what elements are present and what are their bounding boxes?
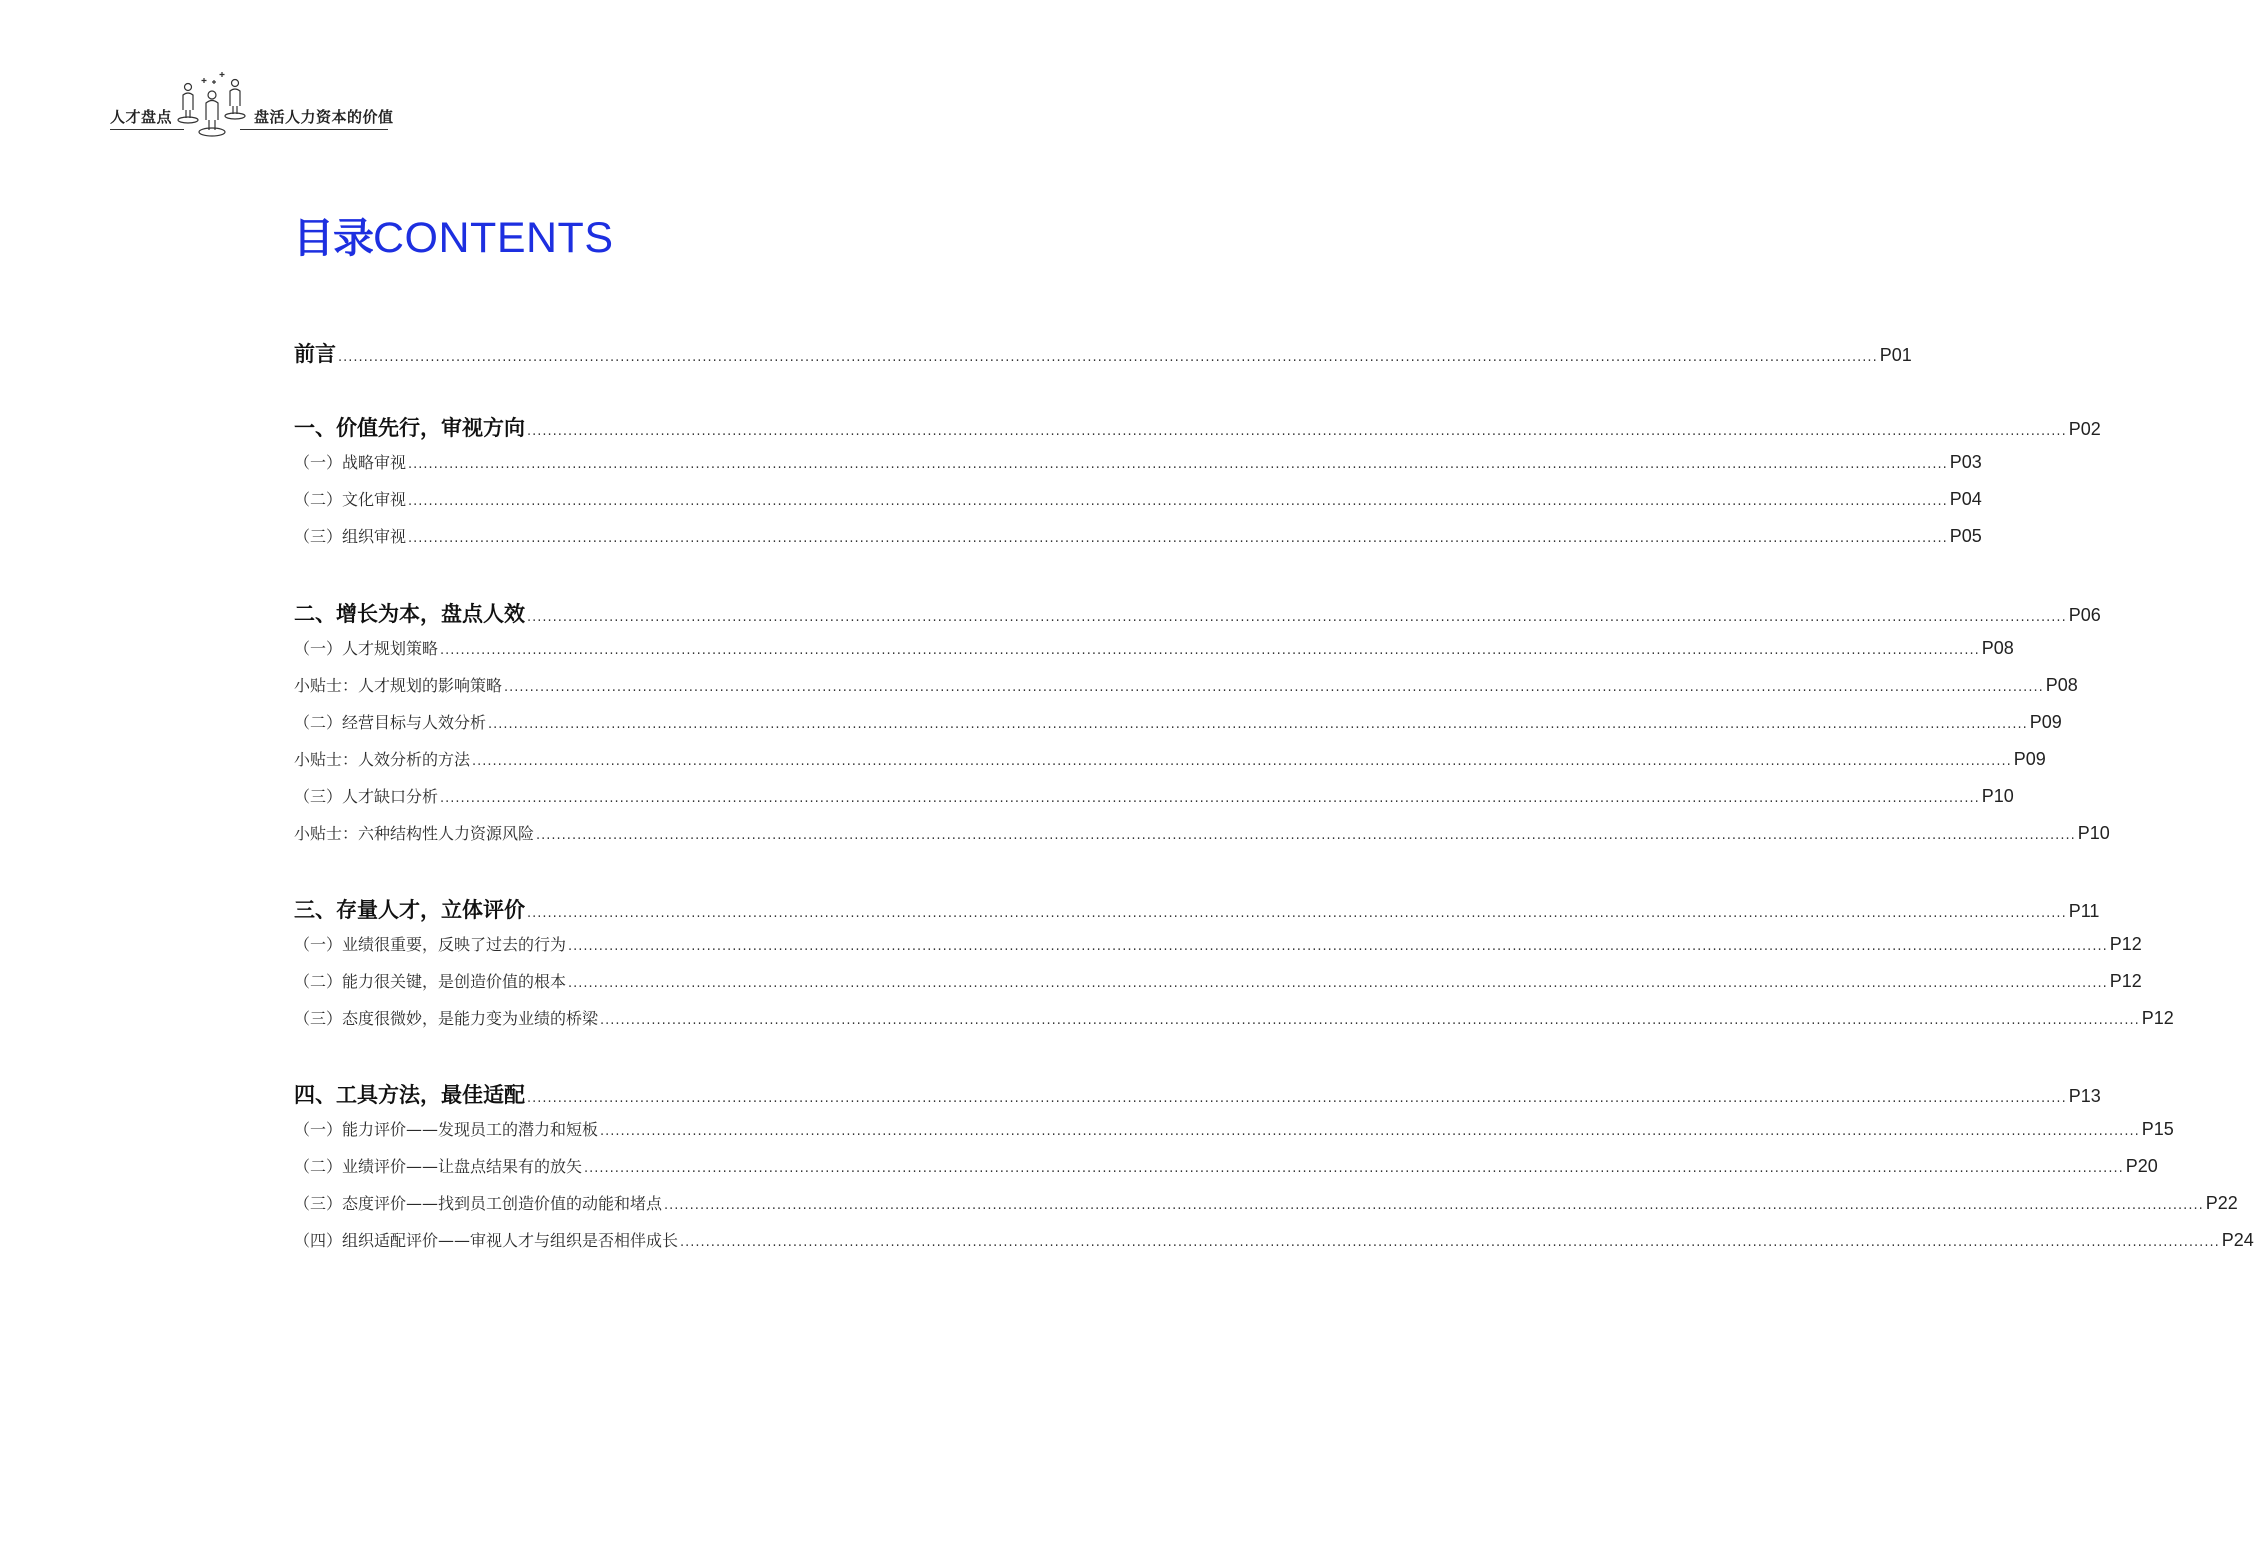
toc-page-number: P10 <box>1981 786 2014 806</box>
toc-page-number: P20 <box>2125 1156 2158 1176</box>
toc-entry-label: （三）态度评价——找到员工创造价值的动能和堵点 <box>294 1194 663 1213</box>
dot-leader: ............................................................................................................................................................................................................................................................................................................ <box>600 1013 2140 1028</box>
toc-subentry[interactable] <box>294 1117 2174 1140</box>
toc-page-number: P11 <box>2068 901 2100 921</box>
toc-entry-label: 三、存量人才，立体评价 <box>294 898 525 922</box>
dot-leader: ............................................................................................................................................................................................................................................................................................................ <box>527 424 2067 439</box>
page-title <box>293 208 614 268</box>
toc-entry-label: （二）业绩评价——让盘点结果有的放矢 <box>294 1157 583 1176</box>
toc-page-number: P12 <box>2109 934 2142 954</box>
toc-page-number: P24 <box>2221 1230 2254 1250</box>
toc-entry-label: （二）经营目标与人效分析 <box>294 713 487 732</box>
dot-leader: ............................................................................................................................................................................................................................................................................................................ <box>488 717 2028 732</box>
toc-subentry[interactable] <box>294 1006 2174 1029</box>
dot-leader: ............................................................................................................................................................................................................................................................................................................ <box>408 457 1948 472</box>
toc-entry-label: （一）能力评价——发现员工的潜力和短板 <box>294 1120 599 1139</box>
toc-page-number: P10 <box>2077 823 2110 843</box>
toc-entry-label: （一）业绩很重要，反映了过去的行为 <box>294 935 567 954</box>
toc-page-number: P12 <box>2141 1008 2174 1028</box>
title-chinese: 目录 <box>293 214 373 262</box>
toc-page-number: P04 <box>1949 489 1982 509</box>
toc-entry-label: （三）组织审视 <box>294 527 407 546</box>
dot-leader: ............................................................................................................................................................................................................................................................................................................ <box>568 976 2108 991</box>
toc-page-number: P06 <box>2068 605 2101 625</box>
toc-section-entry[interactable] <box>294 598 2101 628</box>
dot-leader: ............................................................................................................................................................................................................................................................................................................ <box>527 906 2067 921</box>
toc-subentry[interactable] <box>294 710 2062 733</box>
dot-leader: ............................................................................................................................................................................................................................................................................................................ <box>440 791 1980 806</box>
toc-entry-label: （四）组织适配评价——审视人才与组织是否相伴成长 <box>294 1231 679 1250</box>
toc-subentry[interactable] <box>294 1191 2238 1214</box>
toc-entry-label: 一、价值先行，审视方向 <box>294 416 525 440</box>
dot-leader: ............................................................................................................................................................................................................................................................................................................ <box>408 531 1948 546</box>
toc-page-number: P09 <box>2029 712 2062 732</box>
toc-entry-label: 二、增长为本，盘点人效 <box>294 602 525 626</box>
dot-leader: ............................................................................................................................................................................................................................................................................................................ <box>472 754 2012 769</box>
toc-page-number: P08 <box>2045 675 2078 695</box>
dot-leader: ............................................................................................................................................................................................................................................................................................................ <box>440 643 1980 658</box>
dot-leader: ............................................................................................................................................................................................................................................................................................................ <box>584 1161 2124 1176</box>
toc-section-entry[interactable] <box>294 1079 2101 1109</box>
toc-subentry[interactable] <box>294 673 2078 696</box>
toc-page-number: P22 <box>2205 1193 2238 1213</box>
dot-leader: ............................................................................................................................................................................................................................................................................................................ <box>536 828 2076 843</box>
toc-page-number: P12 <box>2109 971 2142 991</box>
toc-entry-label: 小贴士：人才规划的影响策略 <box>294 676 503 695</box>
toc-page-number: P15 <box>2141 1119 2174 1139</box>
toc-subentry[interactable] <box>294 821 2110 844</box>
toc-entry-label: （三）人才缺口分析 <box>294 787 439 806</box>
toc-page-number: P08 <box>1981 638 2014 658</box>
toc-subentry[interactable] <box>294 932 2142 955</box>
dot-leader: ............................................................................................................................................................................................................................................................................................................ <box>664 1198 2204 1213</box>
toc-subentry[interactable] <box>294 1154 2158 1177</box>
dot-leader: ............................................................................................................................................................................................................................................................................................................ <box>527 1091 2067 1106</box>
toc-page-number: P01 <box>1879 345 1912 365</box>
dot-leader: ............................................................................................................................................................................................................................................................................................................ <box>504 680 2044 695</box>
toc-subentry[interactable] <box>294 747 2046 770</box>
toc-entry-label: （一）战略审视 <box>294 453 407 472</box>
toc-entry-label: 四、工具方法，最佳适配 <box>294 1083 525 1107</box>
toc-subentry[interactable] <box>294 450 1982 473</box>
toc-page-number: P05 <box>1949 526 1982 546</box>
toc-page-number: P13 <box>2068 1086 2101 1106</box>
toc-entry-label: 小贴士：六种结构性人力资源风险 <box>294 824 535 843</box>
toc-entry-label: （三）态度很微妙，是能力变为业绩的桥梁 <box>294 1009 599 1028</box>
dot-leader: ............................................................................................................................................................................................................................................................................................................ <box>408 494 1948 509</box>
toc-page-number: P09 <box>2013 749 2046 769</box>
toc-subentry[interactable] <box>294 524 1982 547</box>
toc-subentry[interactable] <box>294 969 2142 992</box>
header-divider-left <box>110 129 184 130</box>
toc-entry-label: （一）人才规划策略 <box>294 639 439 658</box>
header-left-text: 人才盘点 <box>110 108 173 126</box>
toc-entry-label: （二）能力很关键，是创造价值的根本 <box>294 972 567 991</box>
dot-leader: ............................................................................................................................................................................................................................................................................................................ <box>527 610 2067 625</box>
toc-section-entry[interactable] <box>294 412 2101 442</box>
toc-page-number: P02 <box>2068 419 2101 439</box>
dot-leader: ............................................................................................................................................................................................................................................................................................................ <box>600 1124 2140 1139</box>
page-header <box>110 68 394 140</box>
dot-leader: ............................................................................................................................................................................................................................................................................................................ <box>338 350 1878 365</box>
header-divider-right <box>240 129 388 130</box>
toc-entry-label: 前言 <box>294 342 336 366</box>
title-english: CONTENTS <box>373 214 614 262</box>
toc-subentry[interactable] <box>294 784 2014 807</box>
toc-entry-label: 小贴士：人效分析的方法 <box>294 750 471 769</box>
dot-leader: ............................................................................................................................................................................................................................................................................................................ <box>568 939 2108 954</box>
toc-subentry[interactable] <box>294 636 2014 659</box>
toc-section-entry[interactable] <box>294 338 1912 368</box>
toc-page-number: P03 <box>1949 452 1982 472</box>
toc-subentry[interactable] <box>294 1228 2254 1251</box>
dot-leader: ............................................................................................................................................................................................................................................................................................................ <box>680 1235 2220 1250</box>
toc-entry-label: （二）文化审视 <box>294 490 407 509</box>
toc-subentry[interactable] <box>294 487 1982 510</box>
toc-section-entry[interactable] <box>294 894 2100 924</box>
header-right-text: 盘活人力资本的价值 <box>254 108 394 126</box>
